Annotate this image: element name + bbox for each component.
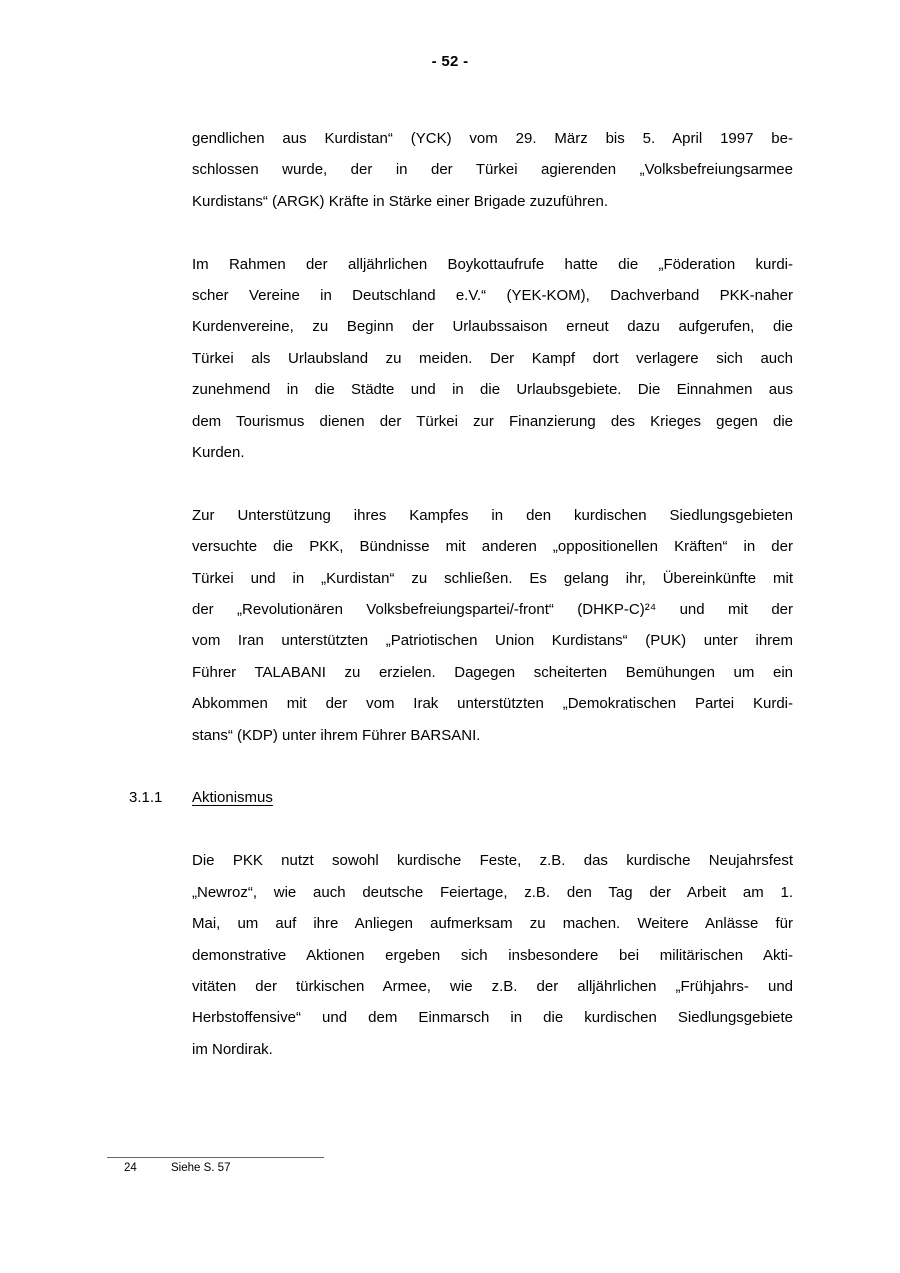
- text-line: gendlichen aus Kurdistan“ (YCK) vom 29. März bis 5. April 1997 be-: [192, 130, 793, 147]
- text-line: Im Rahmen der alljährlichen Boykottaufrufe hatte die „Föderation kurdi-: [192, 255, 793, 273]
- text-line: im Nordirak.: [192, 1040, 273, 1058]
- section-number: 3.1.1: [129, 789, 163, 807]
- footnote-marker: 24: [124, 1162, 137, 1174]
- text-line: demonstrative Aktionen ergeben sich insbesondere bei militärischen Akti-: [192, 946, 793, 964]
- paragraph-boykottaufrufe: [192, 249, 793, 469]
- paragraph-group-bottom: [192, 845, 793, 1065]
- footnote-text: Siehe S. 57: [171, 1162, 231, 1174]
- paragraph-group-top: [192, 123, 793, 751]
- text-line: Zur Unterstützung ihres Kampfes in den kurdischen Siedlungsgebieten: [192, 506, 793, 524]
- text-line: Mai, um auf ihre Anliegen aufmerksam zu machen. Weitere Anlässe für: [192, 915, 793, 933]
- text-line: versuchte die PKK, Bündnisse mit anderen „oppositionellen Kräften“ in der: [192, 538, 793, 556]
- text-line: dem Tourismus dienen der Türkei zur Finanzierung des Krieges gegen die: [192, 412, 793, 430]
- text-line: schlossen wurde, der in der Türkei agierenden „Volksbefreiungsarmee: [192, 161, 793, 179]
- page-number: - 52 -: [431, 53, 469, 70]
- text-line: vitäten der türkischen Armee, wie z.B. der alljährlichen „Frühjahrs- und: [192, 977, 793, 995]
- section-heading: [129, 782, 793, 813]
- text-line: Türkei und in „Kurdistan“ zu schließen. Es gelang ihr, Übereinkünfte mit: [192, 569, 793, 587]
- text-line: Kurden.: [192, 444, 245, 462]
- text-line: „Newroz“, wie auch deutsche Feiertage, z.B. den Tag der Arbeit am 1.: [192, 883, 793, 901]
- text-line: Die PKK nutzt sowohl kurdische Feste, z.B. das kurdische Neujahrsfest: [192, 852, 793, 870]
- footnote: [124, 1161, 230, 1176]
- text-line: zunehmend in die Städte und in die Urlaubsgebiete. Die Einnahmen aus: [192, 381, 793, 399]
- footnote-separator: [107, 1157, 324, 1158]
- text-line: Türkei als Urlaubsland zu meiden. Der Kampf dort verlagere sich auch: [192, 349, 793, 367]
- text-line: Kurdistans“ (ARGK) Kräfte in Stärke einer Brigade zuzuführen.: [192, 192, 609, 210]
- paragraph-aktionismus-text: [192, 845, 793, 1065]
- text-line: Führer TALABANI zu erzielen. Dagegen scheiterten Bemühungen um ein: [192, 663, 793, 681]
- text-line: der „Revolutionären Volksbefreiungspartei/-front“ (DHKP-C)²⁴ und mit der: [192, 601, 793, 619]
- text-line: scher Vereine in Deutschland e.V.“ (YEK-KOM), Dachverband PKK-naher: [192, 287, 793, 305]
- text-line: Herbstoffensive“ und dem Einmarsch in die kurdischen Siedlungsgebiete: [192, 1009, 793, 1027]
- text-line: Kurdenvereine, zu Beginn der Urlaubssaison erneut dazu aufgerufen, die: [192, 318, 793, 336]
- text-line: vom Iran unterstützten „Patriotischen Union Kurdistans“ (PUK) unter ihrem: [192, 632, 793, 650]
- paragraph-yck: [192, 123, 793, 217]
- paragraph-buendnisse: [192, 500, 793, 751]
- text-line: Abkommen mit der vom Irak unterstützten „Demokratischen Partei Kurdi-: [192, 695, 793, 713]
- text-line: stans“ (KDP) unter ihrem Führer BARSANI.: [192, 726, 481, 744]
- body-text: [129, 123, 793, 1097]
- section-title: Aktionismus: [192, 789, 273, 807]
